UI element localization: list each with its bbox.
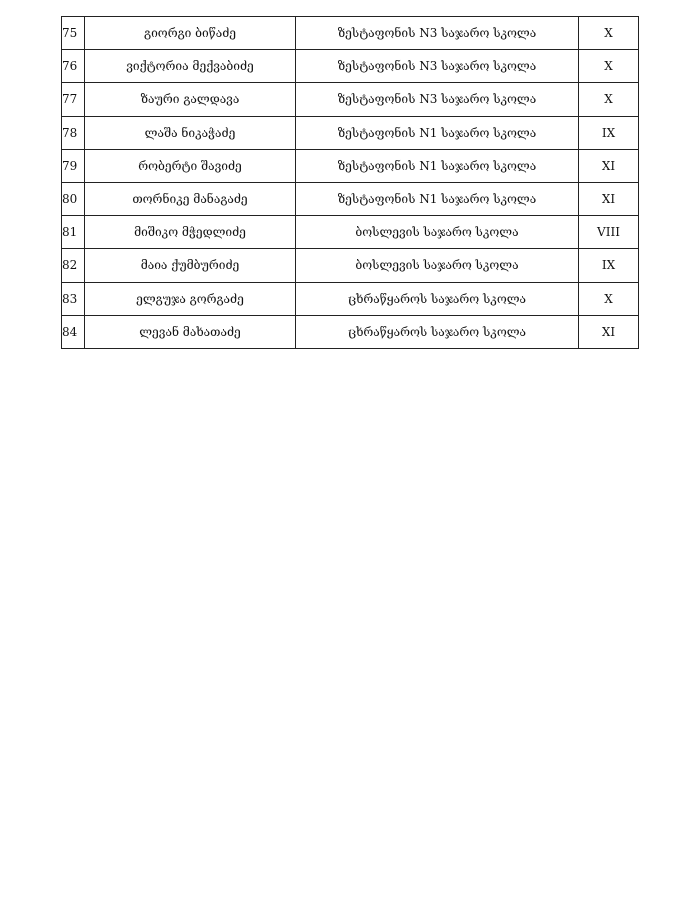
student-name: მიშიკო მჭედლიძე — [85, 216, 296, 249]
grade: X — [579, 282, 639, 315]
table-row — [62, 249, 639, 282]
table-row — [62, 182, 639, 215]
roster-body — [62, 17, 639, 349]
school-name: ზესტაფონის N3 საჯარო სკოლა — [296, 50, 579, 83]
student-name: თორნიკე მანაგაძე — [85, 182, 296, 215]
grade: X — [579, 17, 639, 50]
table-row — [62, 50, 639, 83]
grade: XI — [579, 315, 639, 348]
grade: XI — [579, 182, 639, 215]
school-name: ბოსლევის საჯარო სკოლა — [296, 249, 579, 282]
grade: X — [579, 83, 639, 116]
school-name: ცხრაწყაროს საჯარო სკოლა — [296, 282, 579, 315]
row-number: 81 — [62, 216, 85, 249]
school-name: ბოსლევის საჯარო სკოლა — [296, 216, 579, 249]
row-number: 79 — [62, 149, 85, 182]
school-name: ზესტაფონის N3 საჯარო სკოლა — [296, 17, 579, 50]
row-number: 83 — [62, 282, 85, 315]
student-roster-table — [61, 16, 639, 349]
student-name: ვიქტორია მექვაბიძე — [85, 50, 296, 83]
table-row — [62, 83, 639, 116]
school-name: ზესტაფონის N3 საჯარო სკოლა — [296, 83, 579, 116]
grade: IX — [579, 116, 639, 149]
row-number: 82 — [62, 249, 85, 282]
row-number: 77 — [62, 83, 85, 116]
table-row — [62, 116, 639, 149]
table-row — [62, 17, 639, 50]
student-name: ლევან მახათაძე — [85, 315, 296, 348]
grade: XI — [579, 149, 639, 182]
table-row — [62, 315, 639, 348]
student-name: ლაშა ნიკაჭაძე — [85, 116, 296, 149]
table-row — [62, 216, 639, 249]
student-name: რობერტი შავიძე — [85, 149, 296, 182]
school-name: ზესტაფონის N1 საჯარო სკოლა — [296, 182, 579, 215]
grade: VIII — [579, 216, 639, 249]
table-row — [62, 149, 639, 182]
school-name: ცხრაწყაროს საჯარო სკოლა — [296, 315, 579, 348]
table-row — [62, 282, 639, 315]
row-number: 75 — [62, 17, 85, 50]
row-number: 76 — [62, 50, 85, 83]
student-name: ელგუჯა გორგაძე — [85, 282, 296, 315]
row-number: 80 — [62, 182, 85, 215]
grade: IX — [579, 249, 639, 282]
row-number: 84 — [62, 315, 85, 348]
row-number: 78 — [62, 116, 85, 149]
school-name: ზესტაფონის N1 საჯარო სკოლა — [296, 149, 579, 182]
student-name: გიორგი ბიწაძე — [85, 17, 296, 50]
student-name: ზაური გალდავა — [85, 83, 296, 116]
school-name: ზესტაფონის N1 საჯარო სკოლა — [296, 116, 579, 149]
grade: X — [579, 50, 639, 83]
student-name: მაია ქუმბურიძე — [85, 249, 296, 282]
